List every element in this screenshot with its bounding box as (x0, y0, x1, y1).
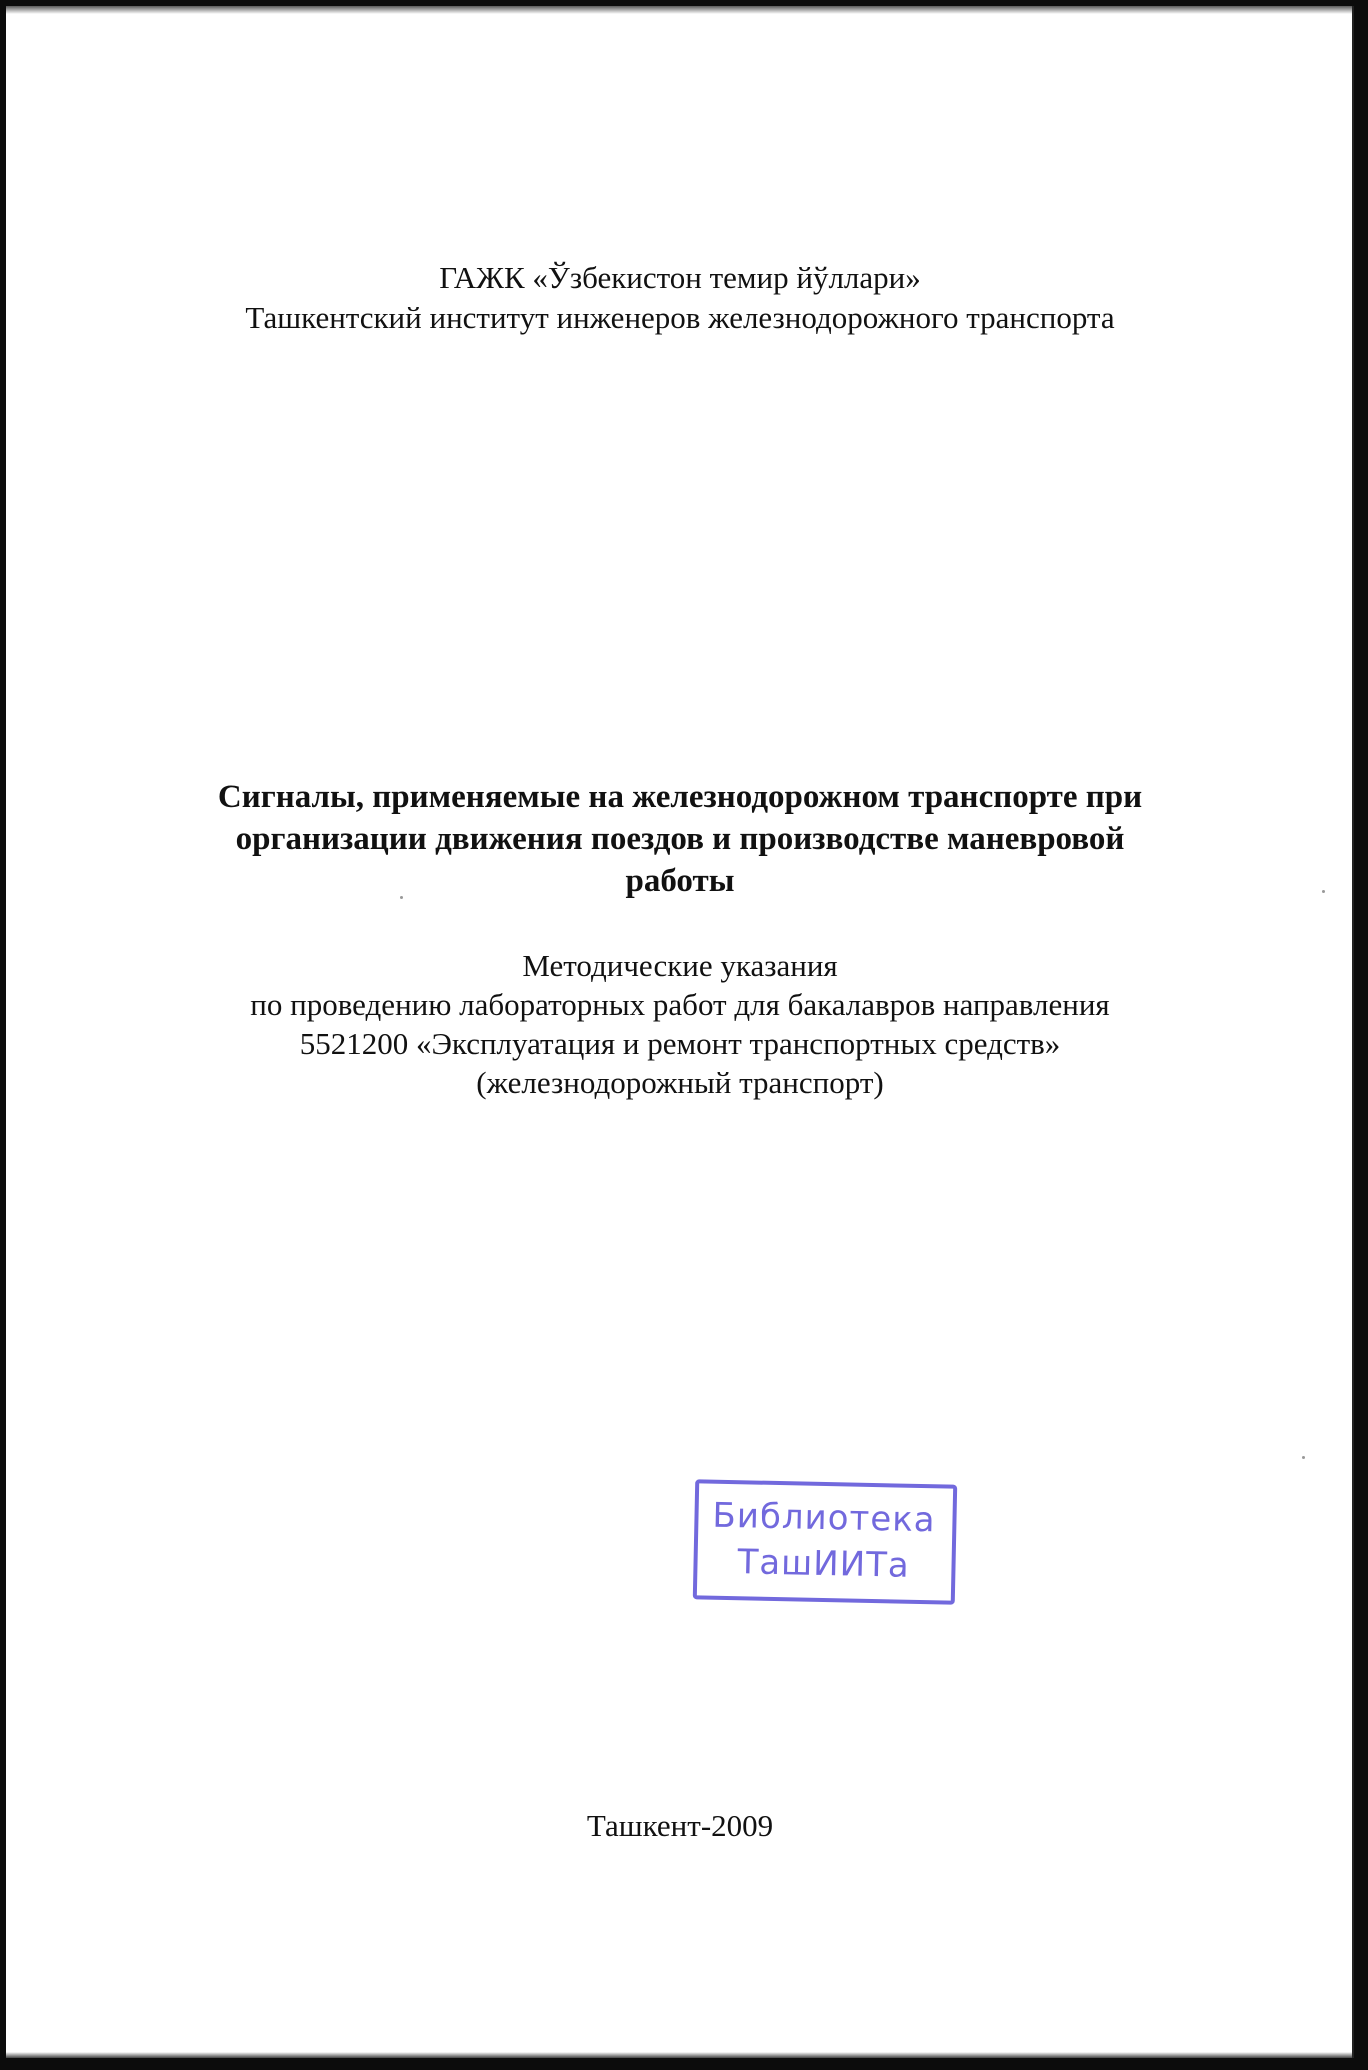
document-title (6, 776, 1354, 902)
organization-name: ГАЖК «Ўзбекистон темир йўллари» (439, 260, 921, 295)
city-year: Ташкент-2009 (586, 1808, 774, 1843)
stamp-line-1: Библиотека (712, 1495, 937, 1541)
title-line-1: Сигналы, применяемые на железнодорожном транспорте при (217, 779, 1143, 815)
title-line-3: работы (625, 863, 735, 899)
library-stamp (693, 1479, 957, 1604)
subtitle-line-2: по проведению лабораторных работ для бакалавров направления (250, 987, 1110, 1022)
title-line-2: организации движения поездов и производстве маневровой (235, 821, 1125, 857)
scan-speck (1322, 890, 1325, 893)
subtitle-line-3: 5521200 «Эксплуатация и ремонт транспортных средств» (299, 1026, 1061, 1061)
scan-edge-bottom (6, 2052, 1352, 2058)
institute-name: Ташкентский институт инженеров железнодорожного транспорта (245, 300, 1115, 335)
document-page (6, 6, 1354, 2058)
scan-edge-top (6, 6, 1352, 14)
scan-speck (1302, 1456, 1305, 1459)
subtitle-line-1: Методические указания (522, 948, 838, 983)
scan-speck (400, 896, 403, 899)
stamp-line-2: ТашИИТа (737, 1542, 911, 1586)
header-block (6, 258, 1354, 338)
subtitle-line-4: (железнодорожный транспорт) (476, 1065, 884, 1100)
document-subtitle (6, 946, 1354, 1102)
